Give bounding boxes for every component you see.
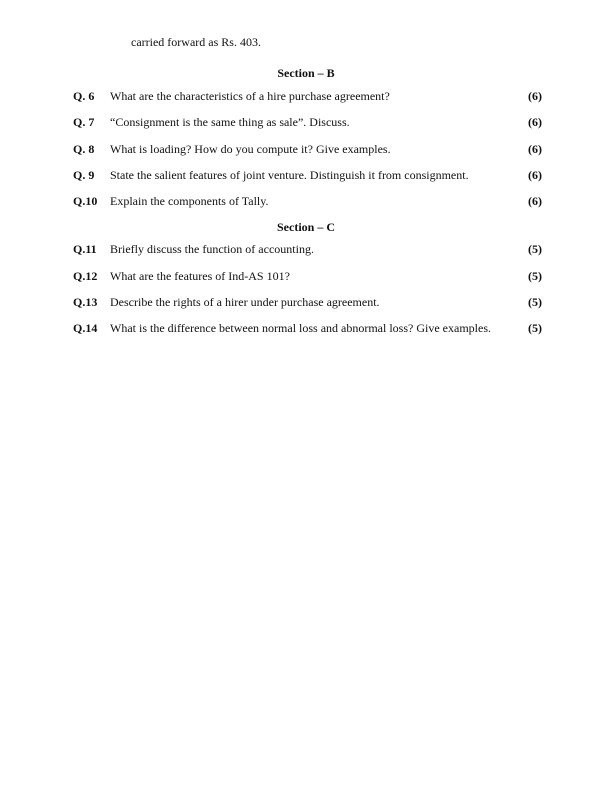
question-marks: (5) (528, 242, 542, 256)
question-text: State the salient features of joint venture. Distinguish it from consignment. (110, 168, 469, 182)
question-text: What is the difference between normal loss and abnormal loss? Give examples. (110, 321, 491, 335)
question-text: Explain the components of Tally. (110, 194, 269, 208)
question-number: Q. 8 (73, 142, 95, 156)
question-marks: (5) (528, 269, 542, 283)
section-b-title: Section – B (277, 66, 335, 80)
question-number: Q. 9 (73, 168, 95, 182)
question-row (0, 294, 612, 310)
question-text: Describe the rights of a hirer under purchase agreement. (110, 295, 380, 309)
question-row (0, 88, 612, 104)
question-marks: (6) (528, 142, 542, 156)
question-row (0, 320, 612, 336)
question-row (0, 167, 612, 183)
question-number: Q. 6 (73, 89, 95, 103)
question-text: Briefly discuss the function of accounting. (110, 242, 314, 256)
question-number: Q. 7 (73, 115, 95, 129)
question-number: Q.12 (73, 269, 98, 283)
question-text: What are the features of Ind-AS 101? (110, 269, 290, 283)
section-c-title: Section – C (277, 220, 335, 234)
question-row (0, 241, 612, 257)
question-row (0, 141, 612, 157)
question-row (0, 268, 612, 284)
question-marks: (5) (528, 295, 542, 309)
question-marks: (6) (528, 194, 542, 208)
question-row (0, 114, 612, 130)
question-marks: (5) (528, 321, 542, 335)
question-marks: (6) (528, 89, 542, 103)
question-number: Q.13 (73, 295, 98, 309)
question-marks: (6) (528, 115, 542, 129)
question-text: “Consignment is the same thing as sale”. Discuss. (110, 115, 350, 129)
question-number: Q.11 (73, 242, 97, 256)
question-marks: (6) (528, 168, 542, 182)
carried-forward-text: carried forward as Rs. 403. (131, 35, 261, 49)
question-text: What is loading? How do you compute it? Give examples. (110, 142, 391, 156)
question-row (0, 193, 612, 209)
question-text: What are the characteristics of a hire purchase agreement? (110, 89, 390, 103)
question-number: Q.14 (73, 321, 98, 335)
question-number: Q.10 (73, 194, 98, 208)
